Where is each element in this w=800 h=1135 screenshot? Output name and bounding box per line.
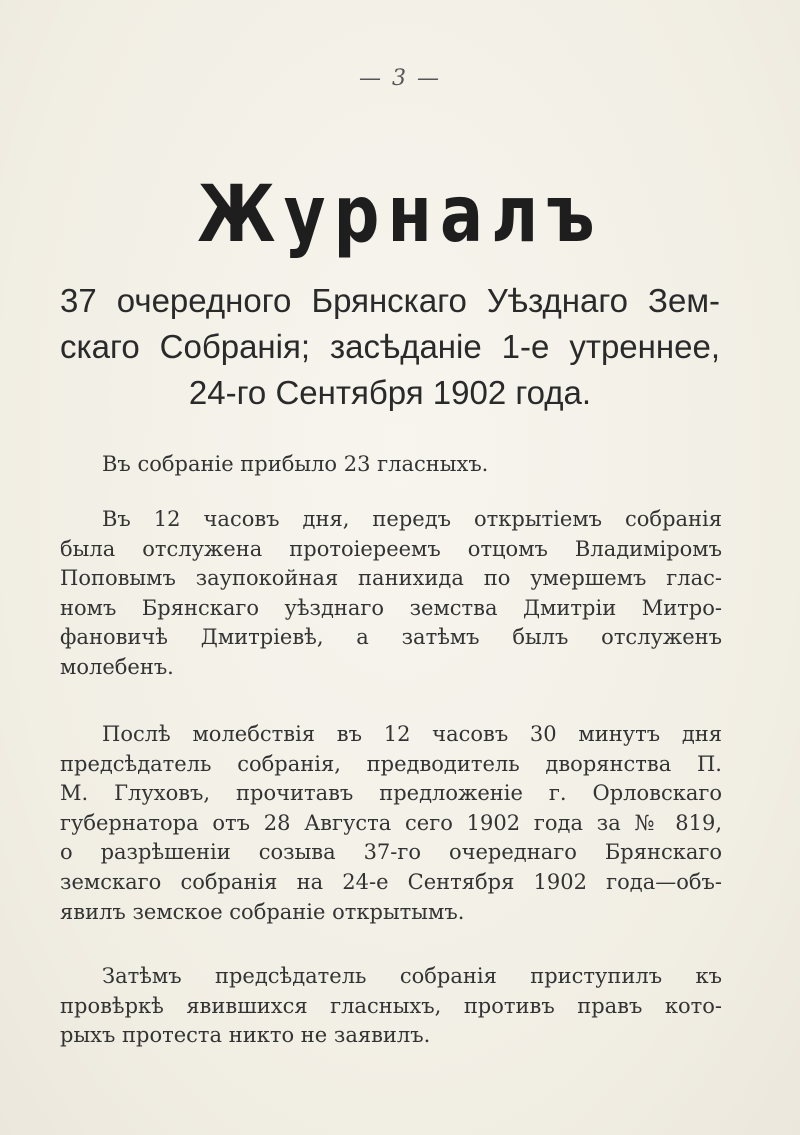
paragraph-line: М. Глуховъ, прочитавъ предложеніе г. Орловскаго bbox=[60, 781, 722, 806]
paragraph-line: Въ собраніе прибыло 23 гласныхъ. bbox=[102, 452, 489, 476]
subtitle-line: скаго Собранія; засѣданіе 1-е утреннее, bbox=[60, 328, 720, 365]
paragraph-line: предсѣдатель собранія, предводитель дворянства П. bbox=[60, 751, 722, 776]
paragraph-line: Поповымъ заупокойная панихида по умершемъ глас- bbox=[60, 566, 722, 591]
paragraph-attendance bbox=[60, 450, 722, 480]
subtitle bbox=[60, 278, 720, 416]
paragraph-line: рыхъ протеста никто не заявилъ. bbox=[60, 1023, 431, 1048]
paragraph-line: фановичѣ Дмитріевѣ, а затѣмъ былъ отслуженъ bbox=[60, 625, 722, 650]
paragraph-verification bbox=[60, 962, 722, 1051]
paragraph-line: Затѣмъ предсѣдатель собранія приступилъ къ bbox=[102, 964, 722, 988]
page-title: Журналъ bbox=[197, 170, 603, 260]
paragraph-line: губернатора отъ 28 Августа сего 1902 года за № 819, bbox=[60, 810, 722, 835]
paragraph-line: Въ 12 часовъ дня, передъ открытіемъ собранія bbox=[102, 507, 722, 531]
page-number: — 3 — bbox=[359, 66, 441, 91]
paragraph-line: номъ Брянскаго уѣзднаго земства Дмитріи Митро- bbox=[60, 595, 722, 620]
paragraph-line: явилъ земское собраніе открытымъ. bbox=[60, 899, 465, 924]
paragraph-line: Послѣ молебствія въ 12 часовъ 30 минутъ дня bbox=[102, 722, 722, 746]
subtitle-line: 24-го Сентября 1902 года. bbox=[188, 374, 592, 411]
paragraph-line: была отслужена протоіереемъ отцомъ Владиміромъ bbox=[60, 536, 722, 561]
paragraph-line: земскаго собранія на 24-е Сентября 1902 года—объ- bbox=[60, 869, 722, 894]
paragraph-opening bbox=[60, 720, 722, 927]
paragraph-line: молебенъ. bbox=[60, 654, 174, 679]
paragraph-line: провѣркѣ явившихся гласныхъ, противъ правъ кото- bbox=[60, 993, 722, 1018]
paragraph-line: о разрѣшеніи созыва 37-го очереднаго Брянскаго bbox=[60, 840, 722, 865]
paragraph-service bbox=[60, 505, 722, 683]
subtitle-line: 37 очередного Брянскаго Уѣзднаго Зем- bbox=[60, 282, 720, 319]
